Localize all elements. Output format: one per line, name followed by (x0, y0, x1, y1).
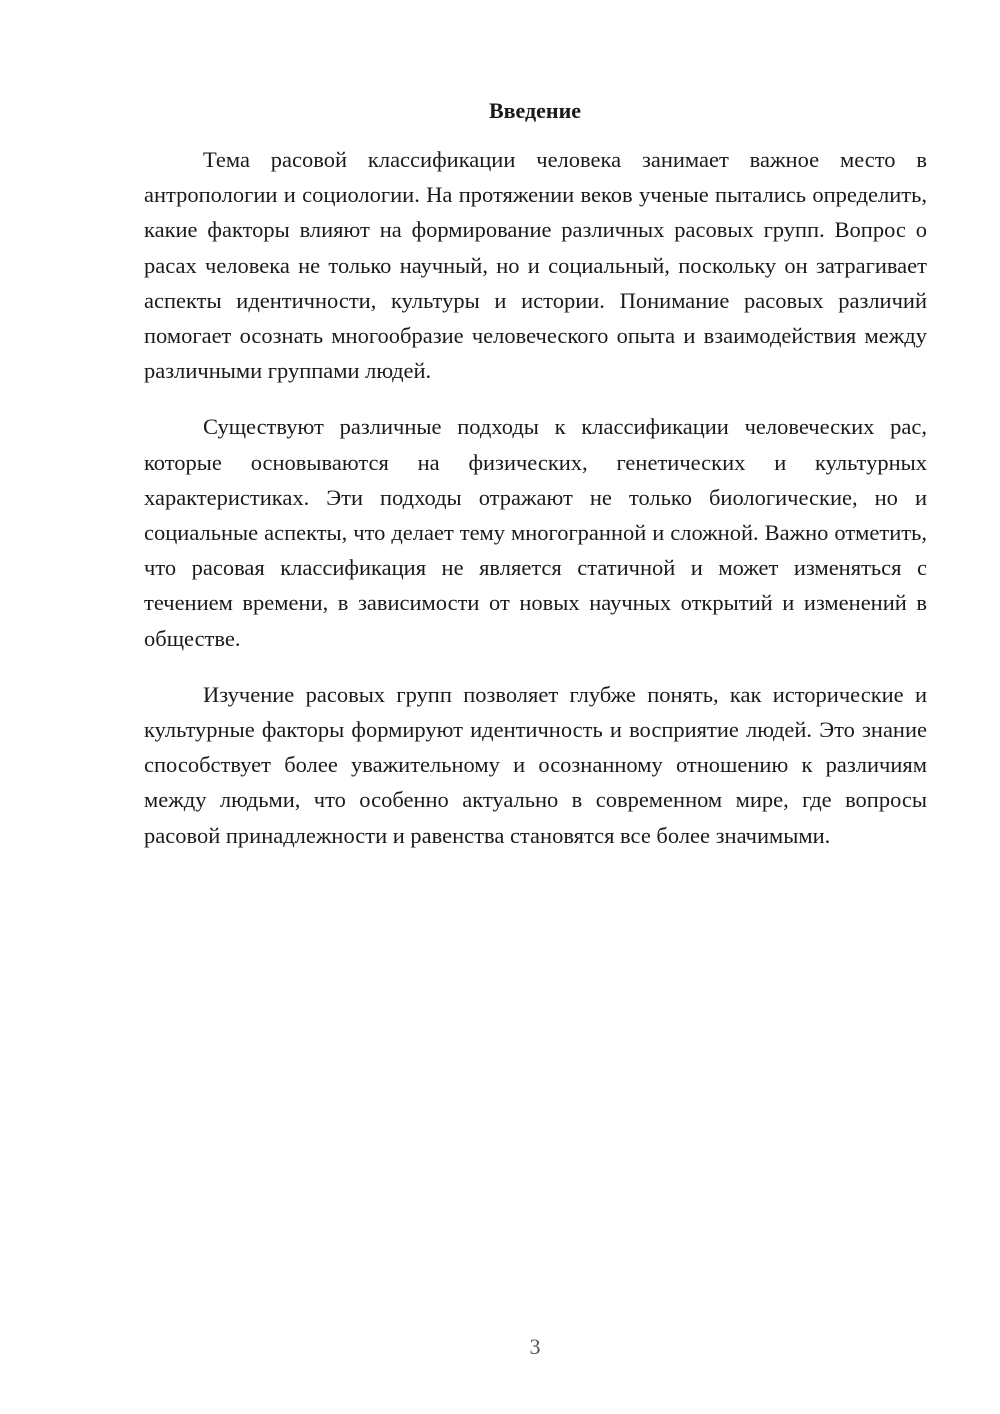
paragraph-1: Тема расовой классификации человека занимает важное место в антропологии и социологии. На протяжении веков ученые пытались определить, какие факторы влияют на формирование различных расовых групп. Вопрос о расах человека не только научный, но и социальный, поскольку он затрагивает аспекты идентичности, культуры и истории. Понимание расовых различий помогает осознать многообразие человеческого опыта и взаимодействия между различными группами людей. (144, 147, 927, 384)
page-number: 3 (529, 1334, 541, 1359)
paragraph-2: Существуют различные подходы к классификации человеческих рас, которые основываются на физических, генетических и культурных характеристиках. Эти подходы отражают не только биологические, но и социальные аспекты, что делает тему многогранной и сложной. Важно отметить, что расовая классификация не является статичной и может изменяться с течением времени, в зависимости от новых научных открытий и изменений в обществе. (144, 414, 927, 651)
paragraph-3: Изучение расовых групп позволяет глубже понять, как исторические и культурные факторы формируют идентичность и восприятие людей. Это знание способствует более уважительному и осознанному отношению к различиям между людьми, что особенно актуально в современном мире, где вопросы расовой принадлежности и равенства становятся все более значимыми. (144, 681, 927, 848)
section-title: Введение (488, 98, 582, 123)
body-text (144, 142, 927, 874)
